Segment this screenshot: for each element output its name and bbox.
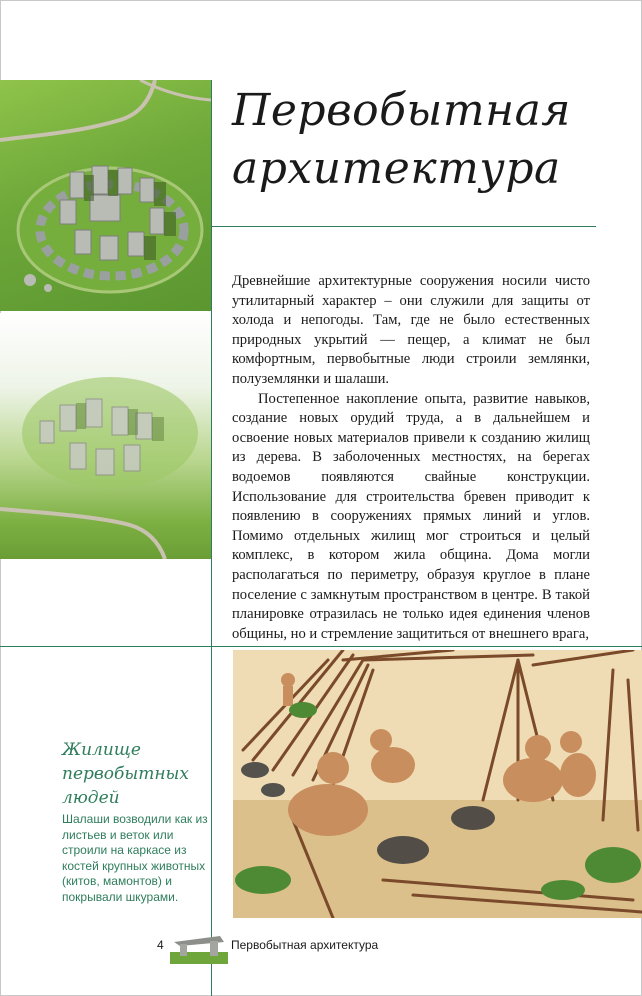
sidebar-heading-line-2: первобытных	[62, 764, 189, 784]
body-text	[232, 272, 590, 644]
sidebar-caption: Шалаши возводили как из листьев и веток или строили на каркасе из костей крупных животных (китов, мамонтов) и покрывали шкурами.	[62, 812, 208, 904]
sidebar-heading	[62, 738, 202, 810]
primitive-hut-builders-illustration	[233, 650, 642, 918]
page-footer	[0, 928, 642, 968]
section-divider	[0, 646, 642, 647]
running-title: Первобытная архитектура	[231, 938, 379, 952]
body-paragraph-1: Древнейшие архитектурные сооружения носили чисто утилитарный характер – они служили для защиты от холода и непогоды. Там, где не было естественных природных укрытий — пещер, а климат не был комфортным, первобытные люди строили землянки, полуземлянки и шалаши.	[232, 273, 590, 387]
title-line-1: Первобытная	[232, 85, 571, 136]
sidebar-heading-line-1: Жилище	[62, 740, 141, 760]
stonehenge-aerial-photo	[0, 80, 211, 311]
title-line-2: архитектура	[232, 143, 561, 194]
title-underline	[211, 226, 596, 227]
body-paragraph-2: Постепенное накопление опыта, развитие навыков, создание новых орудий труда, а в дальнейшем и освоение новых материалов привели к созданию жилищ из дерева. В заболоченных местностях, на берегах водоемов появляются свайные конструкции. Использование для строительства бревен приводит к появлению в сооружениях прямых линий и углов. Помимо отдельных жилищ мог строиться и целый комплекс, в котором жила община. Дома могли располагаться по периметру, образуя круглое в плане поселение с замкнутым пространством в центре. В такой планировке отразилась не только идея единения членов общины, но и стремление защититься от внешнего врага,	[232, 390, 590, 642]
sidebar-heading-line-3: людей	[62, 788, 120, 808]
dolmen-thumbnail	[170, 928, 228, 964]
stonehenge-reflection-photo	[0, 313, 211, 559]
page-title	[232, 82, 612, 198]
page-number: 4	[157, 938, 164, 952]
